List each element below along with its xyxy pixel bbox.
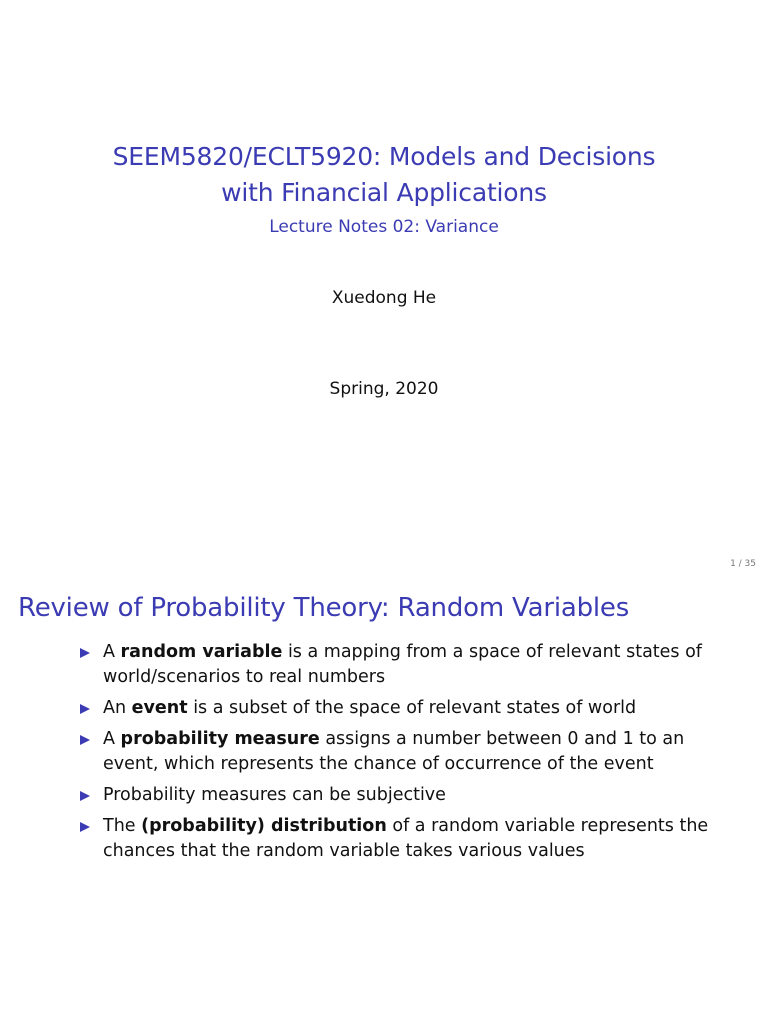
list-item <box>80 727 720 777</box>
item-text-post: is a mapping from a space of relevant states of world/scenarios to real numbers <box>103 642 702 687</box>
item-text-pre: An <box>103 698 132 718</box>
item-text-post: of a random variable represents the chances that the random variable takes various values <box>103 816 709 861</box>
item-text-post: Probability measures can be subjective <box>103 785 446 805</box>
item-term: (probability) distribution <box>141 816 387 836</box>
title-block <box>0 139 768 239</box>
presentation-date: Spring, 2020 <box>329 379 439 399</box>
list-item <box>80 814 720 864</box>
triangle-bullet-icon <box>80 822 90 832</box>
presentation-title-line1: SEEM5820/ECLT5920: Models and Decisions <box>112 142 656 171</box>
frame-title: Review of Probability Theory: Random Variables <box>18 593 630 623</box>
bullet-list <box>80 640 720 870</box>
triangle-bullet-icon <box>80 704 90 714</box>
item-term: random variable <box>120 642 283 662</box>
presentation-subtitle: Lecture Notes 02: Variance <box>269 217 499 237</box>
item-term: probability measure <box>120 729 320 749</box>
item-text-pre: The <box>103 816 142 836</box>
item-term: event <box>131 698 188 718</box>
presentation-title-line2: with Financial Applications <box>221 178 547 207</box>
triangle-bullet-icon <box>80 791 90 801</box>
list-item <box>80 783 720 808</box>
content-slide <box>0 576 768 1024</box>
item-text-post: assigns a number between 0 and 1 to an event, which represents the chance of occurrence of the event <box>103 729 685 774</box>
triangle-bullet-icon <box>80 648 90 658</box>
list-item <box>80 640 720 690</box>
item-text-pre: A <box>103 642 121 662</box>
triangle-bullet-icon <box>80 735 90 745</box>
page-number: 1 / 35 <box>730 559 756 569</box>
author-name: Xuedong He <box>331 288 437 308</box>
item-text-post: is a subset of the space of relevant states of world <box>187 698 637 718</box>
item-text-pre: A <box>103 729 121 749</box>
list-item <box>80 696 720 721</box>
